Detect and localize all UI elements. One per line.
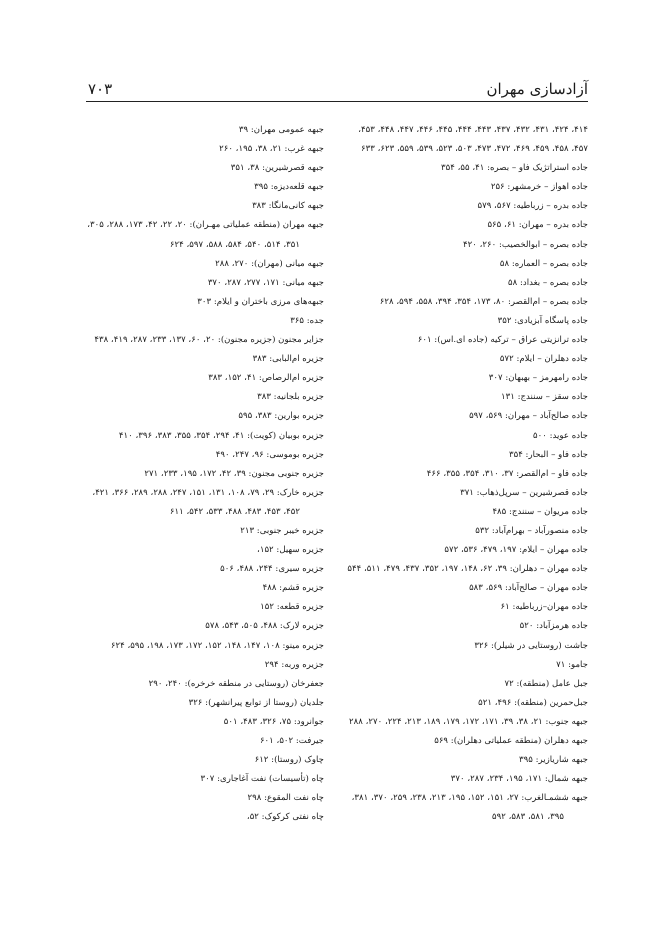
index-column-left (34, 121, 324, 827)
index-entry (34, 789, 324, 808)
index-entry-text: جبهه مهران (منطقه عملیاتی مهـران): ۲۰، ۲۲، ۴۲، ۱۷۳، ۲۸۸، ۳۰۵، (87, 220, 324, 231)
index-entry (34, 541, 324, 560)
index-entry-text: چاه (تأسیسات) نفت آغاجاری: ۳۰۷ (200, 774, 324, 785)
header-rule (86, 101, 588, 102)
index-entry (298, 178, 588, 197)
index-entry-text: جاده سقز – سنندج: ۱۳۱ (501, 392, 588, 403)
index-entry (298, 560, 588, 579)
index-entry-text: جلدیان (روستا از توابع پیرانشهر): ۳۲۶ (188, 697, 324, 708)
index-entry-text: جاده عوید: ۵۰۰ (533, 430, 588, 441)
index-entry (298, 617, 588, 636)
index-entry-text: جزیره خیبر جنوبی: ۲۱۳ (240, 525, 324, 536)
index-entry-text: جبل عامل (منطقه): ۷۲ (504, 678, 588, 689)
index-entry (34, 598, 324, 617)
index-entry-text: جاده مهران–زرباطیه: ۶۱ (500, 602, 588, 613)
index-entry (298, 140, 588, 159)
index-entry (34, 369, 324, 388)
index-entry-text: جزیره ام‌الرصاص: ۴۱، ۱۵۲، ۳۸۳ (208, 373, 324, 384)
index-entry (298, 713, 588, 732)
index-entry-text: جاده مهران – صالح‌آباد: ۵۶۹، ۵۸۳ (469, 583, 588, 594)
index-entry-text: جوانرود: ۷۵، ۳۲۶، ۴۸۳، ۵۰۱ (223, 716, 324, 727)
index-entry (298, 446, 588, 465)
index-entry (34, 350, 324, 369)
index-entry-text: جاده صالح‌آباد – مهران: ۵۶۹، ۵۹۷ (469, 411, 588, 422)
index-entry-text: جبهه شمال: ۱۷۱، ۱۹۵، ۲۳۴، ۲۸۷، ۳۷۰ (450, 774, 588, 785)
index-entry-text: جاده پاسگاه آبزیادی: ۳۵۲ (497, 315, 588, 326)
index-entry (34, 197, 324, 216)
index-entry-text: جزایر مجنون (جزیره مجنون): ۲۰، ۶۰، ۱۳۷، ۲۳۳، ۲۸۷، ۴۱۹، ۴۳۸ (94, 335, 324, 346)
index-entry (34, 407, 324, 426)
index-entry-text: جاده مریوان – سنندج: ۴۸۵ (492, 506, 588, 517)
running-title: آزادسازی مهران (486, 80, 588, 98)
index-entry (34, 560, 324, 579)
index-entry-text: جبهه جنوب: ۲۱، ۳۸، ۳۹، ۱۷۱، ۱۷۲، ۱۷۹، ۱۸۹، ۲۱۳، ۲۲۴، ۲۷۰، ۲۸۸ (348, 716, 588, 727)
index-entry-text: جاده ترانزیتی عراق – ترکیه (جاده ای.اس): ۶۰۱ (417, 335, 588, 346)
index-entry (298, 350, 588, 369)
index-entry (34, 808, 324, 827)
index-entry (298, 579, 588, 598)
index-entry-text: چاوک (روستا): ۶۱۲ (254, 755, 324, 766)
index-entry (34, 732, 324, 751)
index-entry (34, 140, 324, 159)
index-entry-text: جبهه غرب: ۲۱، ۳۸، ۱۹۵، ۲۶۰ (219, 144, 324, 155)
index-entry-text: جیرفت: ۵۰۲، ۶۰۱ (259, 736, 324, 746)
index-entry (34, 465, 324, 484)
index-entry-text: جبل‌حمرین (منطقه): ۴۹۶، ۵۲۱ (478, 697, 588, 708)
index-entry-text: جاده بصره – بغداد: ۵۸ (508, 277, 588, 288)
index-entry-text: جاده بدره – مهران: ۶۱، ۵۶۵ (487, 220, 588, 231)
index-entry-text: جزیره وربه: ۲۹۴ (264, 659, 324, 670)
index-entry (298, 503, 588, 522)
index-entry-text: چاه نفت المقوع: ۲۹۸ (247, 793, 324, 804)
index-entry (298, 369, 588, 388)
index-entry-text: جبهه ششمـالغرب: ۲۷، ۱۵۱، ۱۵۲، ۱۹۵، ۲۱۳، ۲۳۸، ۲۵۹، ۳۷۰، ۳۸۱، (351, 793, 588, 804)
index-entry-text: جزیره سهیل: ۱۵۲، (257, 545, 324, 556)
index-entry (298, 388, 588, 407)
index-entry (34, 579, 324, 598)
index-entry (34, 274, 324, 293)
index-entry (34, 159, 324, 178)
index-entry-text: جاده دهلران – ایلام: ۵۷۲ (499, 354, 588, 365)
index-entry-text: جاده بدره – زرباطیه: ۵۶۷، ۵۷۹ (477, 201, 588, 212)
index-entry-text: جبهه میانی (مهران): ۲۷۰، ۲۸۸ (215, 258, 324, 269)
index-entry-text: جاده اهواز – خرمشهر: ۲۵۶ (490, 182, 588, 193)
index-entry (34, 216, 324, 254)
index-entry (298, 770, 588, 789)
index-entry (298, 216, 588, 235)
index-entry (298, 732, 588, 751)
index-entry-text: جاشت (روستایی در شیلر): ۳۲۶ (474, 640, 588, 651)
index-entry-text: جزیره جنوبی مجنون: ۳۹، ۴۲، ۱۷۲، ۱۹۵، ۲۳۳، ۲۷۱ (144, 468, 324, 479)
index-entry-text: جامو: ۷۱ (556, 659, 588, 670)
index-entry-text: جبهه میانی: ۱۷۱، ۲۷۷، ۲۸۷، ۳۷۰ (207, 277, 324, 288)
index-entry (298, 522, 588, 541)
index-entry (298, 656, 588, 675)
index-entry (34, 331, 324, 350)
index-entry (34, 522, 324, 541)
index-entry (298, 236, 588, 255)
index-entry (298, 427, 588, 446)
index-entry (34, 770, 324, 789)
index-entry (298, 159, 588, 178)
index-entry (34, 178, 324, 197)
index-entry (34, 694, 324, 713)
index-entry-text: جزیره لارک: ۴۸۸، ۵۰۵، ۵۴۳، ۵۷۸ (205, 621, 324, 632)
index-entry (298, 312, 588, 331)
index-entry (34, 121, 324, 140)
index-entry-text: جاده فاو – البحار: ۳۵۴ (508, 449, 588, 460)
index-entry (298, 484, 588, 503)
index-entry (298, 598, 588, 617)
index-entry-text: جزیره مینو: ۱۰۸، ۱۴۷، ۱۴۸، ۱۵۲، ۱۷۲، ۱۷۳، ۱۹۸، ۵۹۵، ۶۲۴ (110, 640, 324, 651)
index-entry (34, 388, 324, 407)
index-entry (298, 751, 588, 770)
index-entry-text: جاده قصرشیرین – سرپل‌ذهاب: ۳۷۱ (460, 487, 588, 498)
index-entry-continuation: ۳۵۱، ۵۱۴، ۵۴۰، ۵۸۴، ۵۸۸، ۵۹۷، ۶۲۴ (169, 239, 300, 250)
index-entry-continuation: ۴۵۲، ۴۵۳، ۴۸۳، ۴۸۸، ۵۳۳، ۵۴۲، ۶۱۱ (169, 506, 300, 517)
index-entry-text: جده: ۳۶۵ (290, 315, 324, 326)
index-entry (34, 312, 324, 331)
index-entry (34, 293, 324, 312)
index-entry-text: جبهه قلعه‌دیزه: ۳۹۵ (254, 182, 324, 193)
index-entry (298, 121, 588, 140)
index-entry (298, 789, 588, 827)
index-entry (34, 751, 324, 770)
index-entry-continuation: ۳۹۵، ۵۸۱، ۵۸۳، ۵۹۲ (492, 812, 564, 823)
index-entry-text: جزیره بوموسی: ۹۶، ۲۴۷، ۴۹۰ (215, 449, 324, 460)
index-entry-text: جعفرخان (روستایی در منطقه خرخره): ۲۴۰، ۲۹۰ (148, 678, 324, 689)
index-entry (298, 465, 588, 484)
index-entry-text: جزیره قطعه: ۱۵۲ (260, 602, 324, 613)
index-entry (34, 656, 324, 675)
index-entry (298, 255, 588, 274)
index-entry-text: جاده فاو – ام‌القصر: ۳۷، ۳۱۰، ۳۵۴، ۳۵۵، ۴۶۶ (426, 468, 588, 479)
index-entry (34, 446, 324, 465)
index-entry (298, 274, 588, 293)
index-entry-text: جزیره بلجانیه: ۳۸۳ (257, 392, 324, 403)
index-entry-text: جاده رامهرمز – بهبهان: ۳۰۷ (488, 373, 588, 384)
index-entry-text: جاده منصورآباد – بهرام‌آباد: ۵۳۲ (475, 525, 588, 536)
index-entry-text: جاده بصره – العماره: ۵۸ (499, 258, 588, 269)
index-entry-text: جزیره قشم: ۴۸۸ (262, 583, 324, 594)
index-entry-text: جاده بصره – ام‌القصر: ۸۰، ۱۷۳، ۳۵۴، ۳۹۴، ۵۵۸، ۵۹۴، ۶۲۸ (379, 296, 588, 307)
index-entry (298, 541, 588, 560)
index-entry (34, 675, 324, 694)
index-entry-text: جزیره سیری: ۲۴۴، ۴۸۸، ۵۰۶ (220, 564, 324, 575)
index-entry-text: چاه نفتی کرکوک: ۵۲، (246, 812, 324, 823)
index-entry (298, 637, 588, 656)
index-entry (298, 675, 588, 694)
index-entry-text: جاده مهران – دهلران: ۳۹، ۶۲، ۱۴۸، ۱۹۷، ۳۵۲، ۴۳۷، ۴۷۹، ۵۱۱، ۵۴۴ (347, 564, 588, 575)
index-entry-text: جزیره بوبیان (کویت): ۴۱، ۲۹۴، ۳۵۴، ۳۵۵، ۳۸۳، ۳۹۶، ۴۱۰ (118, 430, 324, 441)
index-entry-text: جبهه کانی‌مانگا: ۳۸۳ (252, 201, 324, 212)
index-entry-text: ۴۱۴، ۴۲۴، ۴۳۱، ۴۳۲، ۴۳۷، ۴۴۳، ۴۴۴، ۴۴۵، ۴۴۶، ۴۴۷، ۴۴۸، ۴۵۳، (358, 125, 588, 135)
index-entry-text: جاده هرمزآباد: ۵۲۰ (519, 621, 588, 632)
index-entry (34, 427, 324, 446)
index-column-right (298, 121, 588, 827)
index-entry (34, 637, 324, 656)
index-entry (34, 617, 324, 636)
index-entry-text: جبهه عمومی مهران: ۳۹ (238, 125, 324, 135)
index-entry-text: جاده مهران – ایلام: ۱۹۷، ۴۷۹، ۵۳۶، ۵۷۲ (444, 545, 588, 556)
index-entry (298, 197, 588, 216)
index-entry-text: جبهه‌های مرزی باختران و ایلام: ۳۰۳ (197, 296, 324, 307)
index-entry-text: جزیره بوارین: ۳۸۳، ۵۹۵ (238, 411, 324, 422)
index-entry-text: ۴۵۷، ۴۵۸، ۴۵۹، ۴۶۹، ۴۷۲، ۴۷۳، ۵۰۳، ۵۲۳، ۵۳۹، ۵۵۹، ۶۲۳، ۶۳۳ (361, 144, 588, 155)
index-entry-text: جبهه دهلران (منطقه عملیاتی دهلران): ۵۶۹ (434, 736, 588, 746)
index-entry (298, 331, 588, 350)
index-entry-text: جاده استراتژیک فاو – بصره: ۴۱، ۵۵، ۳۵۴ (441, 163, 588, 174)
index-entry-text: جاده بصره – ابوالخصیب: ۲۶۰، ۴۲۰ (463, 239, 588, 250)
index-entry-text: جبهه شاریازیر: ۳۹۵ (519, 755, 588, 766)
index-entry-text: جزیره ام‌البابی: ۳۸۳ (252, 354, 324, 365)
index-entry (298, 694, 588, 713)
index-entry (298, 407, 588, 426)
index-entry-text: جبهه قصرشیرین: ۳۸، ۳۵۱ (230, 163, 324, 174)
index-entry (298, 293, 588, 312)
page-number: ۷۰۳ (88, 80, 113, 98)
index-entry (34, 713, 324, 732)
index-entry-text: جزیره خارک: ۲۹، ۷۹، ۱۰۸، ۱۳۱، ۱۵۱، ۲۴۷، ۲۸۸، ۲۸۹، ۳۶۶، ۴۲۱، (92, 487, 324, 498)
index-entry (34, 255, 324, 274)
index-entry (34, 484, 324, 522)
